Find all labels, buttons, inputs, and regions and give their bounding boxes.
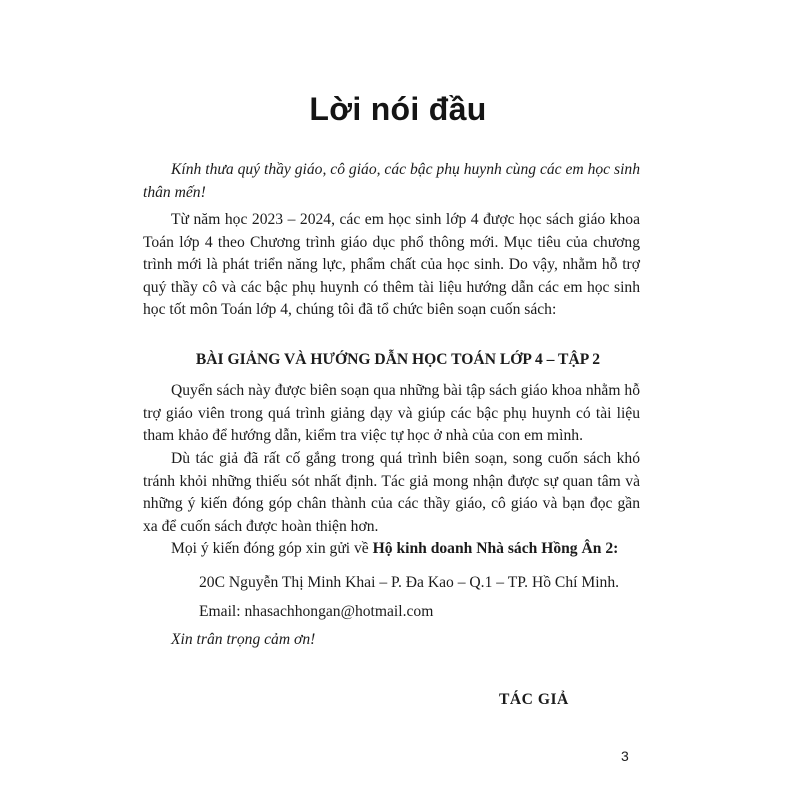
contact-paragraph [143, 538, 640, 561]
closing-line: Xin trân trọng cảm ơn! [171, 631, 316, 648]
page-title: Lời nói đầu [309, 91, 487, 127]
contact-organization: Hộ kinh doanh Nhà sách Hồng Ân 2 [372, 540, 614, 557]
intro-paragraph: Từ năm học 2023 – 2024, các em học sinh lớp 4 được học sách giáo khoa Toán lớp 4 theo Chương trình giáo dục phổ thông mới. Mục tiêu của chương trình mới là phát triển năng lực, phẩm chất của học sinh. Do vậy, nhằm hỗ trợ quý thầy cô và các bậc phụ huynh có thêm tài liệu hướng dẫn các em học sinh học tốt môn Toán lớp 4, chúng tôi đã tổ chức biên soạn cuốn sách: [143, 211, 640, 318]
purpose-paragraph: Quyển sách này được biên soạn qua những bài tập sách giáo khoa nhằm hỗ trợ giáo viên trong quá trình giảng dạy và giúp các bậc phụ huynh có tài liệu tham khảo để hướng dẫn, kiểm tra việc tự học ở nhà của con em mình. [143, 382, 640, 444]
email-line: Email: nhasachhongan@hotmail.com [199, 603, 434, 620]
contact-suffix: : [613, 540, 619, 557]
greeting-paragraph: Kính thưa quý thầy giáo, cô giáo, các bậc phụ huynh cùng các em học sinh thân mến! [143, 161, 640, 201]
address-line: 20C Nguyễn Thị Minh Khai – P. Đa Kao – Q.1 – TP. Hồ Chí Minh. [199, 574, 620, 591]
page-number: 3 [621, 748, 629, 764]
contact-prefix: Mọi ý kiến đóng góp xin gửi về [171, 540, 373, 557]
author-signature: TÁC GIẢ [499, 691, 569, 708]
feedback-paragraph: Dù tác giả đã rất cố gắng trong quá trình biên soạn, song cuốn sách khó tránh khỏi những thiếu sót nhất định. Tác giả mong nhận được sự quan tâm và những ý kiến đóng góp chân thành của các thầy giáo, cô giáo và bạn đọc gần xa để cuốn sách được hoàn thiện hơn. [143, 450, 640, 535]
book-title-heading: BÀI GIẢNG VÀ HƯỚNG DẪN HỌC TOÁN LỚP 4 – TẬP 2 [195, 351, 601, 368]
book-page [125, 34, 671, 766]
